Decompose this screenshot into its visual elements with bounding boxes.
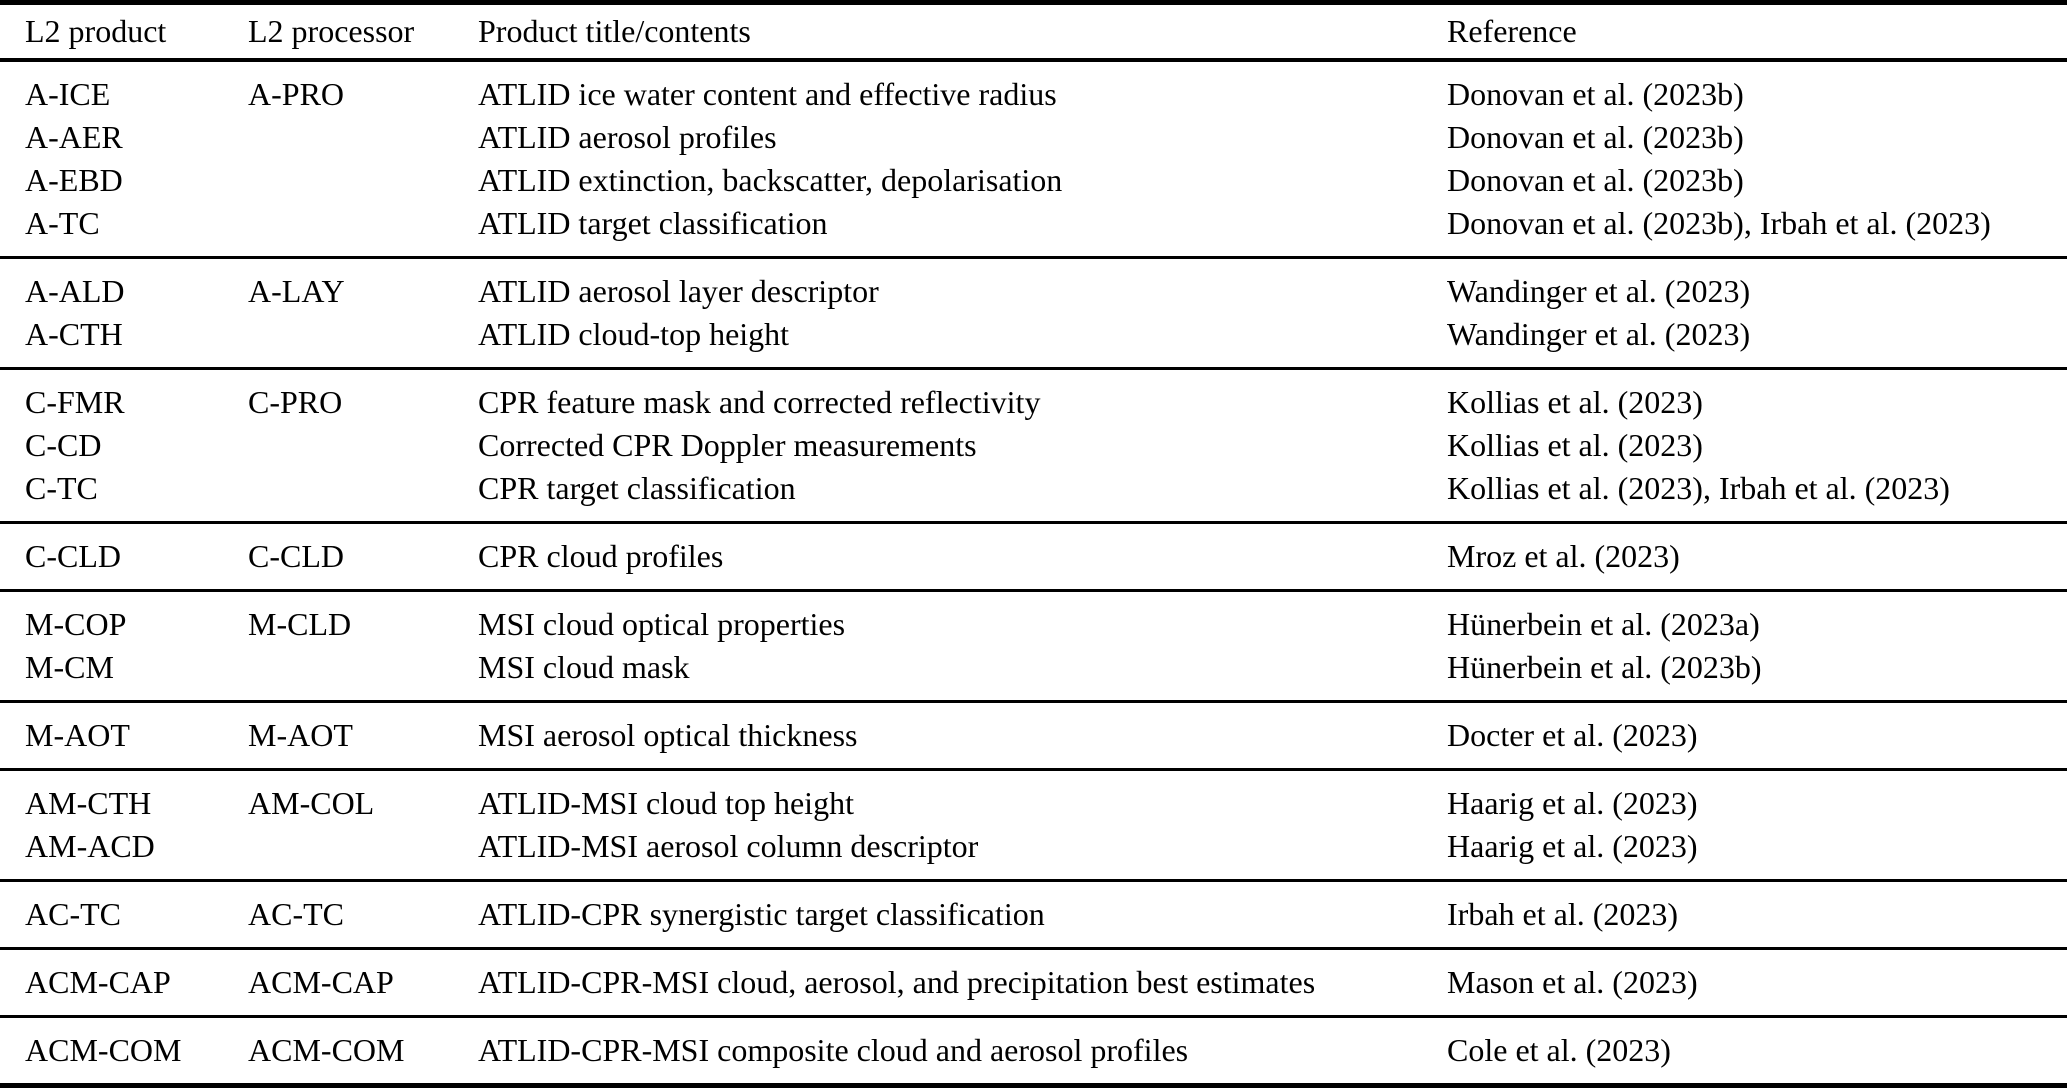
processor-code-cell xyxy=(248,159,478,202)
product-title-cell: CPR target classification xyxy=(478,470,796,506)
table-row xyxy=(0,1029,2067,1072)
reference-cell: Wandinger et al. (2023) xyxy=(1447,316,1751,352)
product-code-cell: AM-CTH xyxy=(25,785,152,821)
product-code-cell: C-TC xyxy=(25,470,98,506)
processor-code-cell xyxy=(248,116,478,159)
reference-cell: Donovan et al. (2023b), Irbah et al. (2023) xyxy=(1447,205,1991,241)
product-code-cell: M-AOT xyxy=(25,717,130,753)
processor-code-cell: A-PRO xyxy=(248,76,345,112)
table-row xyxy=(0,202,2067,245)
table-body xyxy=(0,62,2067,1088)
table-row xyxy=(0,535,2067,578)
table-row-group xyxy=(0,950,2067,1018)
product-code-cell: A-EBD xyxy=(25,162,123,198)
product-code-cell: AC-TC xyxy=(25,896,121,932)
product-code-cell: M-CM xyxy=(25,649,114,685)
reference-cell: Kollias et al. (2023) xyxy=(1447,384,1703,420)
table-row-group xyxy=(0,592,2067,703)
processor-code-cell xyxy=(248,202,478,245)
reference-cell: Mason et al. (2023) xyxy=(1447,964,1698,1000)
product-title-cell: ATLID ice water content and effective radius xyxy=(478,76,1057,112)
product-title-cell: ATLID-MSI cloud top height xyxy=(478,785,854,821)
table-row xyxy=(0,73,2067,116)
product-title-cell: ATLID aerosol layer descriptor xyxy=(478,273,879,309)
product-title-cell: CPR cloud profiles xyxy=(478,538,724,574)
table-row xyxy=(0,825,2067,868)
processor-code-cell: M-AOT xyxy=(248,717,353,753)
processor-code-cell xyxy=(248,646,478,689)
product-code-cell: A-CTH xyxy=(25,316,123,352)
product-title-cell: ATLID extinction, backscatter, depolarisation xyxy=(478,162,1063,198)
processor-code-cell: AM-COL xyxy=(248,785,375,821)
table-row-group xyxy=(0,771,2067,882)
reference-cell: Mroz et al. (2023) xyxy=(1447,538,1680,574)
processor-code-cell xyxy=(248,313,478,356)
product-title-cell: ATLID-CPR-MSI cloud, aerosol, and precipitation best estimates xyxy=(478,964,1316,1000)
table-row-group xyxy=(0,62,2067,259)
product-code-cell: C-CLD xyxy=(25,538,121,574)
product-title-cell: ATLID-MSI aerosol column descriptor xyxy=(478,828,979,864)
table-row xyxy=(0,424,2067,467)
table-row xyxy=(0,313,2067,356)
product-code-cell: C-FMR xyxy=(25,384,125,420)
processor-code-cell: A-LAY xyxy=(248,273,345,309)
table-row-group xyxy=(0,259,2067,370)
reference-cell: Wandinger et al. (2023) xyxy=(1447,273,1751,309)
processor-code-cell: C-CLD xyxy=(248,538,344,574)
product-code-cell: A-AER xyxy=(25,119,123,155)
reference-cell: Donovan et al. (2023b) xyxy=(1447,76,1744,112)
reference-cell: Haarig et al. (2023) xyxy=(1447,828,1698,864)
processor-code-cell: ACM-COM xyxy=(248,1032,405,1068)
processor-code-cell xyxy=(248,424,478,467)
table-row xyxy=(0,646,2067,689)
product-title-cell: ATLID target classification xyxy=(478,205,828,241)
processor-code-cell: M-CLD xyxy=(248,606,352,642)
column-header-l2-product: L2 product xyxy=(25,13,167,49)
product-code-cell: A-ICE xyxy=(25,76,111,112)
processor-code-cell: C-PRO xyxy=(248,384,343,420)
processor-code-cell: ACM-CAP xyxy=(248,964,394,1000)
table-header-row xyxy=(0,5,2067,62)
table-row xyxy=(0,893,2067,936)
table-row xyxy=(0,714,2067,757)
product-title-cell: ATLID cloud-top height xyxy=(478,316,790,352)
table-row-group xyxy=(0,1018,2067,1088)
product-code-cell: M-COP xyxy=(25,606,127,642)
table-row xyxy=(0,159,2067,202)
product-title-cell: ATLID-CPR-MSI composite cloud and aerosol profiles xyxy=(478,1032,1189,1068)
table-row-group xyxy=(0,703,2067,771)
product-code-cell: A-TC xyxy=(25,205,100,241)
product-title-cell: Corrected CPR Doppler measurements xyxy=(478,427,977,463)
table-row xyxy=(0,961,2067,1004)
table-row-group xyxy=(0,370,2067,524)
product-code-cell: ACM-CAP xyxy=(25,964,171,1000)
product-title-cell: MSI cloud mask xyxy=(478,649,690,685)
processor-code-cell xyxy=(248,825,478,868)
product-title-cell: ATLID-CPR synergistic target classification xyxy=(478,896,1045,932)
reference-cell: Hünerbein et al. (2023a) xyxy=(1447,606,1760,642)
reference-cell: Kollias et al. (2023), Irbah et al. (2023) xyxy=(1447,470,1950,506)
table-row-group xyxy=(0,882,2067,950)
product-code-cell: A-ALD xyxy=(25,273,125,309)
product-title-cell: MSI aerosol optical thickness xyxy=(478,717,858,753)
table-row xyxy=(0,381,2067,424)
product-title-cell: CPR feature mask and corrected reflectivity xyxy=(478,384,1041,420)
reference-cell: Donovan et al. (2023b) xyxy=(1447,119,1744,155)
table-row xyxy=(0,467,2067,510)
table-row xyxy=(0,603,2067,646)
column-header-reference: Reference xyxy=(1447,13,1577,49)
table-row xyxy=(0,116,2067,159)
column-header-l2-processor: L2 processor xyxy=(248,13,415,49)
product-title-cell: MSI cloud optical properties xyxy=(478,606,846,642)
processor-code-cell: AC-TC xyxy=(248,896,344,932)
column-header-product-title: Product title/contents xyxy=(478,13,751,49)
reference-cell: Cole et al. (2023) xyxy=(1447,1032,1671,1068)
reference-cell: Kollias et al. (2023) xyxy=(1447,427,1703,463)
product-code-cell: ACM-COM xyxy=(25,1032,182,1068)
table-row-group xyxy=(0,524,2067,592)
reference-cell: Irbah et al. (2023) xyxy=(1447,896,1679,932)
product-code-cell: AM-ACD xyxy=(25,828,155,864)
reference-cell: Haarig et al. (2023) xyxy=(1447,785,1698,821)
reference-cell: Hünerbein et al. (2023b) xyxy=(1447,649,1762,685)
table-row xyxy=(0,270,2067,313)
product-code-cell: C-CD xyxy=(25,427,102,463)
reference-cell: Donovan et al. (2023b) xyxy=(1447,162,1744,198)
product-title-cell: ATLID aerosol profiles xyxy=(478,119,777,155)
table-row xyxy=(0,782,2067,825)
processor-code-cell xyxy=(248,467,478,510)
reference-cell: Docter et al. (2023) xyxy=(1447,717,1698,753)
